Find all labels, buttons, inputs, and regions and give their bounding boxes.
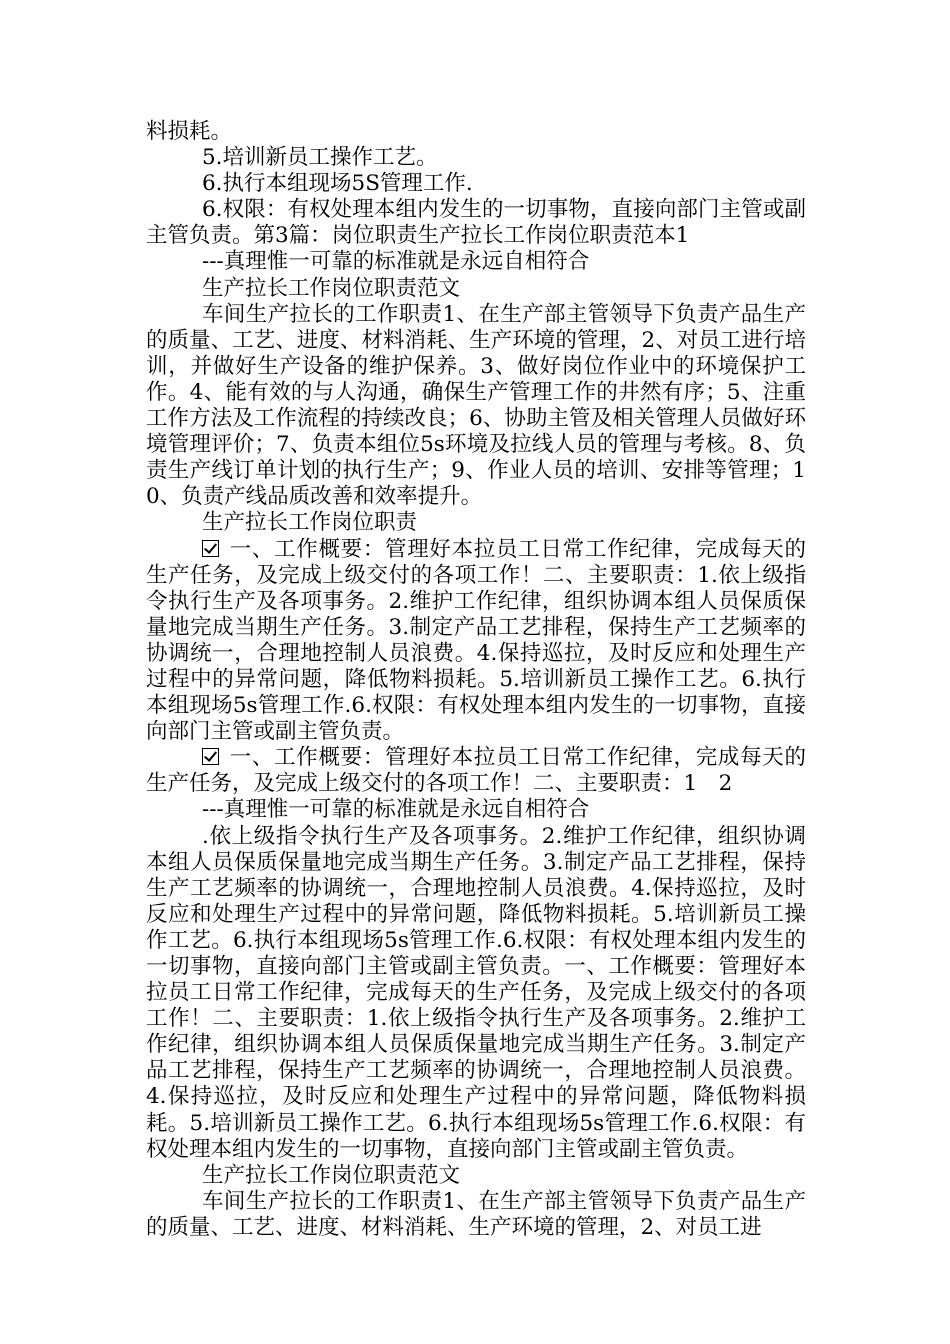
paragraph-motto: ---真理惟一可靠的标准就是永远自相符合 bbox=[202, 797, 590, 823]
paragraph-continuation: 料损耗。 bbox=[146, 119, 233, 144]
paragraph-duties: 车间生产拉长的工作职责1、在生产部主管领导下负责产品生产的质量、工艺、进度、材料消耗、生产环境的管理，2、对员工进行培训，并做好生产设备的维护保养。3、做好岗位作业中的环境保护工作。4、能有效的与人沟通，确保生产管理工作的井然有序；5、注重工作方法及工作流程的持续改良；6、协助主管及相关管理人员做好环境管理评价；7、负责本组位5s环境及拉线人员的管理与考核。8、负责生产线订单计划的执行生产；9、作业人员的培训、安排等管理；10、负责产线品质改善和效率提升。 bbox=[146, 301, 806, 510]
section-heading: 生产拉长工作岗位职责范文 bbox=[202, 1162, 461, 1188]
checklist-text: 一、工作概要：管理好本拉员工日常工作纪律，完成每天的生产任务，及完成上级交付的各项工作！二、主要职责：1 2 bbox=[146, 745, 806, 797]
paragraph-motto: ---真理惟一可靠的标准就是永远自相符合 bbox=[202, 249, 590, 275]
paragraph-duties: 车间生产拉长的工作职责1、在生产部主管领导下负责产品生产的质量、工艺、进度、材料消耗、生产环境的管理，2、对员工进 bbox=[146, 1188, 806, 1240]
checklist-paragraph bbox=[146, 537, 806, 746]
document-page bbox=[146, 119, 806, 1241]
paragraph-body: .依上级指令执行生产及各项事务。2.维护工作纪律，组织协调本组人员保质保量地完成当期生产任务。3.制定产品工艺排程，保持生产工艺频率的协调统一，合理地控制人员浪费。4.保持巡拉，及时反应和处理生产过程中的异常问题，降低物料损耗。5.培训新员工操作工艺。6.执行本组现场5s管理工作.6.权限：有权处理本组内发生的一切事物，直接向部门主管或副主管负责。一、工作概要：管理好本拉员工日常工作纪律，完成每天的生产任务，及完成上级交付的各项工作！二、主要职责：1.依上级指令执行生产及各项事务。2.维护工作纪律，组织协调本组人员保质保量地完成当期生产任务。3.制定产品工艺排程，保持生产工艺频率的协调统一，合理地控制人员浪费。4.保持巡拉，及时反应和处理生产过程中的异常问题，降低物料损耗。5.培训新员工操作工艺。6.执行本组现场5s管理工作.6.权限：有权处理本组内发生的一切事物，直接向部门主管或副主管负责。 bbox=[146, 823, 806, 1162]
paragraph-authority: 6.权限：有权处理本组内发生的一切事物，直接向部门主管或副主管负责。第3篇：岗位职责生产拉长工作岗位职责范本1 bbox=[146, 197, 806, 249]
paragraph-item-6: 6.执行本组现场5S管理工作. bbox=[202, 171, 473, 197]
checkbox-checked-icon bbox=[202, 748, 219, 765]
paragraph-item-5: 5.培训新员工操作工艺。 bbox=[202, 145, 438, 171]
section-heading: 生产拉长工作岗位职责范文 bbox=[202, 275, 461, 301]
checklist-paragraph bbox=[146, 745, 806, 797]
checkbox-checked-icon bbox=[202, 540, 219, 557]
checklist-text: 一、工作概要：管理好本拉员工日常工作纪律，完成每天的生产任务，及完成上级交付的各项工作！二、主要职责：1.依上级指令执行生产及各项事务。2.维护工作纪律，组织协调本组人员保质保量地完成当期生产任务。3.制定产品工艺排程，保持生产工艺频率的协调统一，合理地控制人员浪费。4.保持巡拉，及时反应和处理生产过程中的异常问题，降低物料损耗。5.培训新员工操作工艺。6.执行本组现场5s管理工作.6.权限：有权处理本组内发生的一切事物，直接向部门主管或副主管负责。 bbox=[146, 536, 806, 745]
section-heading: 生产拉长工作岗位职责 bbox=[202, 510, 418, 536]
